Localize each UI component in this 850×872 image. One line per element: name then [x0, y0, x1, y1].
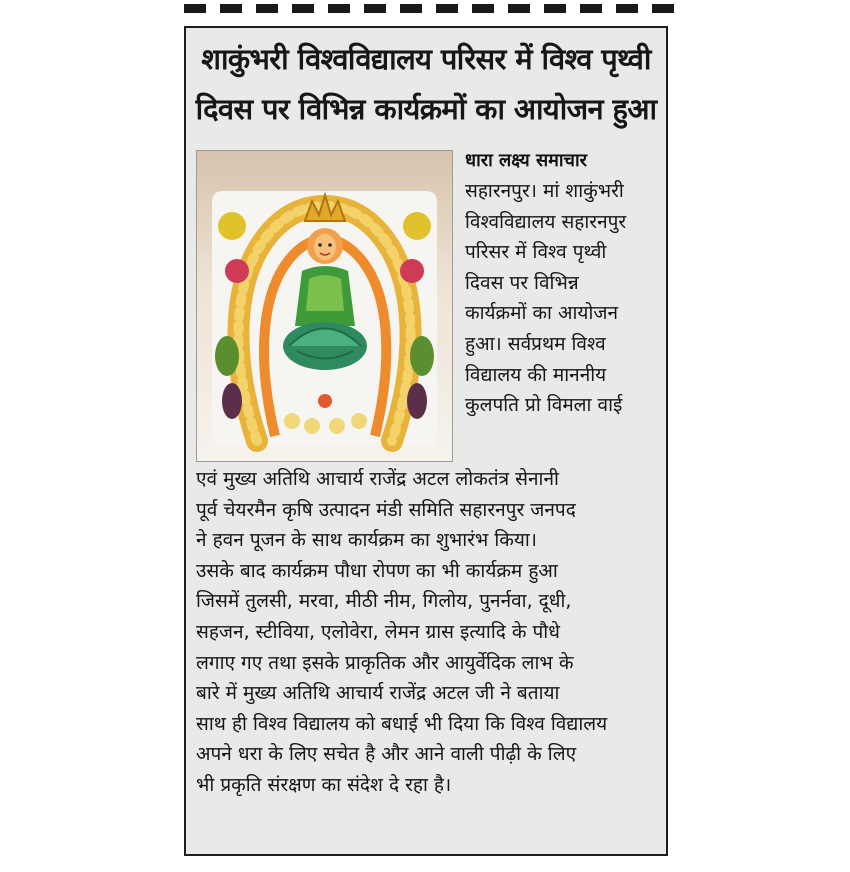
dash-segment: [328, 4, 350, 13]
dash-segment: [256, 4, 278, 13]
text-line: परिसर में विश्व पृथ्वी: [465, 241, 607, 264]
text-line: हुआ। सर्वप्रथम विश्व: [465, 332, 606, 355]
dash-segment: [436, 4, 458, 13]
dash-segment: [184, 4, 206, 13]
headline-line-2: दिवस पर विभिन्न कार्यक्रमों का आयोजन हुआ: [195, 92, 657, 126]
text-line: कुलपति प्रो विमला वाई: [465, 394, 623, 417]
news-photo: [196, 150, 453, 462]
dash-segment: [292, 4, 314, 13]
text-line: विश्वविद्यालय सहारनपुर: [465, 210, 627, 233]
dash-segment: [364, 4, 386, 13]
news-clipping: [184, 26, 668, 856]
text-line: लगाए गए तथा इसके प्राकृतिक और आयुर्वेदिक लाभ के: [196, 651, 574, 674]
rangoli-image: [197, 151, 452, 461]
article-column-text: [465, 176, 662, 421]
text-line: पूर्व चेयरमैन कृषि उत्पादन मंडी समिति सहारनपुर जनपद: [196, 498, 576, 521]
text-line: बारे में मुख्य अतिथि आचार्य राजेंद्र अटल जी ने बताया: [196, 682, 560, 705]
text-line: साथ ही विश्व विद्यालय को बधाई भी दिया कि विश्व विद्यालय: [196, 712, 608, 735]
text-line: दिवस पर विभिन्न: [465, 271, 579, 294]
text-line: सहारनपुर। मां शाकुंभरी: [465, 180, 624, 202]
text-line: जिसमें तुलसी, मरवा, मीठी नीम, गिलोय, पुनर्नवा, दूधी,: [196, 590, 572, 613]
headline: [186, 34, 666, 134]
dash-segment: [472, 4, 494, 13]
text-line: विद्यालय की माननीय: [465, 363, 607, 386]
dash-segment: [220, 4, 242, 13]
dash-segment: [508, 4, 530, 13]
text-line: ने हवन पूजन के साथ कार्यक्रम का शुभारंभ किया।: [196, 529, 537, 552]
text-line: भी प्रकृति संरक्षण का संदेश दे रहा है।: [196, 773, 452, 796]
dash-segment: [400, 4, 422, 13]
text-line: उसके बाद कार्यक्रम पौधा रोपण का भी कार्यक्रम हुआ: [196, 559, 558, 582]
article-full-width-text: [196, 464, 662, 801]
dash-segment: [580, 4, 602, 13]
dash-segment: [616, 4, 638, 13]
dash-segment: [544, 4, 566, 13]
dash-segment: [652, 4, 674, 13]
headline-line-1: शाकुंभरी विश्वविद्यालय परिसर में विश्व पृथ्वी: [201, 42, 651, 76]
text-line: सहजन, स्टीविया, एलोवेरा, लेमन ग्रास इत्यादि के पौधे: [196, 620, 560, 643]
text-line: एवं मुख्य अतिथि आचार्य राजेंद्र अटल लोकतंत्र सेनानी: [196, 468, 559, 490]
text-line: अपने धरा के लिए सचेत है और आने वाली पीढ़ी के लिए: [196, 743, 577, 766]
dashed-cut-line: [184, 4, 684, 13]
text-line: कार्यक्रमों का आयोजन: [465, 302, 619, 325]
byline: धारा लक्ष्य समाचार: [465, 150, 587, 171]
